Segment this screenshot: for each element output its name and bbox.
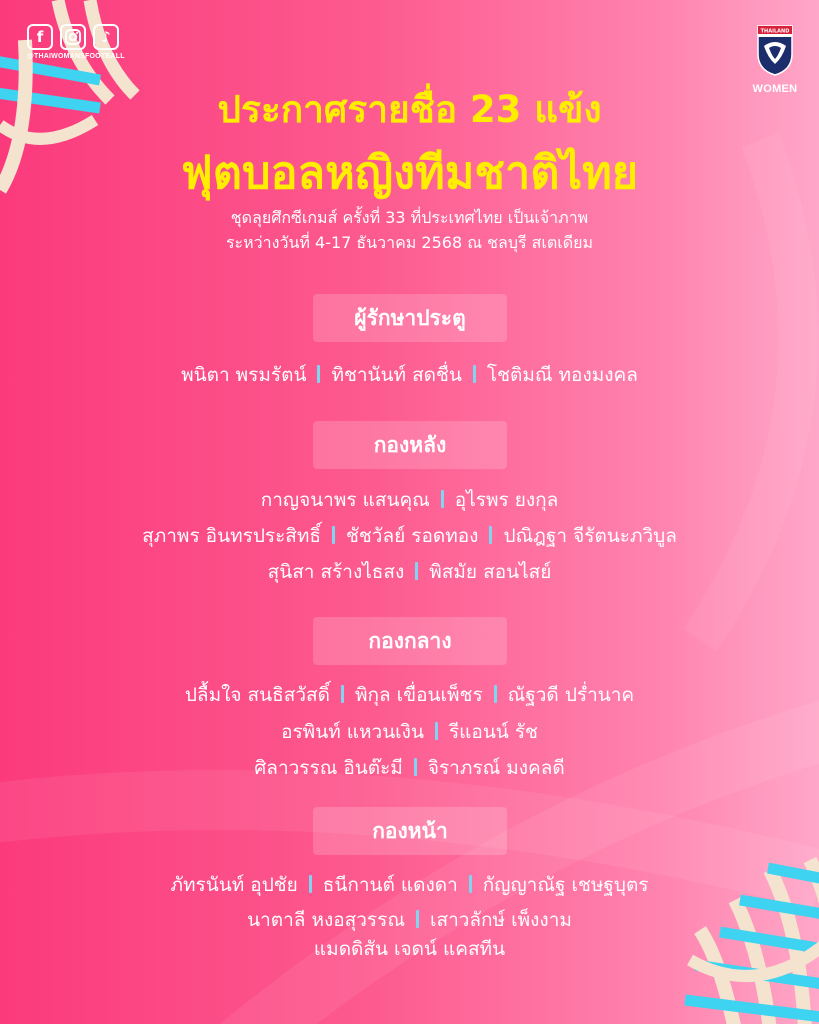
- name-row: [0, 486, 819, 514]
- subtitle-line-1: ชุดลุยศึกซีเกมส์ ครั้งที่ 33 ที่ประเทศไทย เป็นเจ้าภาพ: [230, 208, 589, 227]
- name-row: [0, 522, 819, 550]
- player-name: ปณิฎฐา จีรัตนะภวิบูล: [503, 525, 677, 547]
- player-name: พิสมัย สอนไสย์: [429, 561, 552, 583]
- player-name: ปลื้มใจ สนธิสวัสดิ์: [184, 684, 330, 706]
- logo-caption: WOMEN: [752, 83, 798, 95]
- name-separator: [317, 365, 320, 383]
- name-row: [0, 754, 819, 782]
- section-label-midfielders: กองกลาง: [313, 617, 507, 665]
- instagram-icon[interactable]: [60, 24, 86, 50]
- name-separator: [414, 758, 417, 776]
- name-separator: [415, 562, 418, 580]
- player-name: จิราภรณ์ มงคลดี: [427, 757, 565, 779]
- player-name: ศิลาวรรณ อินต๊ะมี: [254, 757, 403, 779]
- section-label-defenders: กองหลัง: [313, 421, 507, 469]
- player-name: สุนิสา สร้างไธสง: [267, 561, 405, 583]
- name-row: [0, 361, 819, 389]
- player-name: กัญญาณัฐ เชษฐบุตร: [482, 874, 649, 896]
- player-name: ภัทรนันท์ อุปชัย: [170, 874, 298, 896]
- player-name: โชติมณี ทองมงคล: [486, 364, 638, 386]
- name-separator: [473, 365, 476, 383]
- name-separator: [416, 910, 419, 928]
- player-name: รีแอนน์ รัช: [448, 721, 538, 743]
- section-label-forwards: กองหน้า: [313, 807, 507, 855]
- name-separator: [489, 526, 492, 544]
- player-name: สุภาพร อินทรประสิทธิ์: [142, 525, 322, 547]
- fa-thailand-badge: [756, 24, 794, 76]
- name-row: [0, 906, 819, 934]
- facebook-icon[interactable]: f: [27, 24, 53, 50]
- player-name: ชัชวัลย์ รอดทอง: [346, 525, 479, 547]
- player-name: อรพินท์ แหวนเงิน: [281, 721, 424, 743]
- tiktok-icon[interactable]: ♪: [93, 24, 119, 50]
- subtitle-line-2: ระหว่างวันที่ 4-17 ธันวาคม 2568 ณ ชลบุรี สเตเดียม: [225, 233, 594, 252]
- player-name: ณัฐวดี ปร่ำนาค: [507, 684, 635, 706]
- player-name: พนิตา พรมรัตน์: [181, 364, 307, 386]
- logo-badge-text: THAILAND: [760, 28, 790, 35]
- title-line-2: ฟุตบอลหญิงทีมชาติไทย: [180, 146, 639, 199]
- name-separator: [494, 685, 497, 703]
- name-separator: [332, 526, 335, 544]
- player-name: อุไรพร ยงกุล: [454, 489, 559, 511]
- player-name: นาตาลี หงอสุวรรณ: [247, 909, 405, 931]
- player-name: กาญจนาพร แสนคุณ: [260, 489, 430, 511]
- social-handle: @THAIWOMANSFOOTBALL: [27, 53, 125, 60]
- name-separator: [469, 875, 472, 893]
- name-separator: [435, 722, 438, 740]
- player-name: ธนีกานต์ แดงดา: [322, 874, 458, 896]
- name-row: [0, 558, 819, 586]
- name-separator: [441, 490, 444, 508]
- name-separator: [341, 685, 344, 703]
- name-row: [0, 871, 819, 899]
- name-separator: [309, 875, 312, 893]
- player-name: แมดดิสัน เจดน์ แคสทีน: [313, 938, 506, 960]
- title-line-1: ประกาศรายชื่อ 23 แข้ง: [217, 88, 602, 131]
- name-row: [0, 935, 819, 963]
- player-name: ทิชานันท์ สดชื่น: [331, 364, 462, 386]
- player-name: พิกุล เขื่อนเพ็ชร: [354, 684, 483, 706]
- section-label-goalkeepers: ผู้รักษาประตู: [313, 294, 507, 342]
- name-row: [0, 681, 819, 709]
- name-row: [0, 718, 819, 746]
- social-links: [27, 24, 125, 60]
- player-name: เสาวลักษ์ เพ็งงาม: [429, 909, 572, 931]
